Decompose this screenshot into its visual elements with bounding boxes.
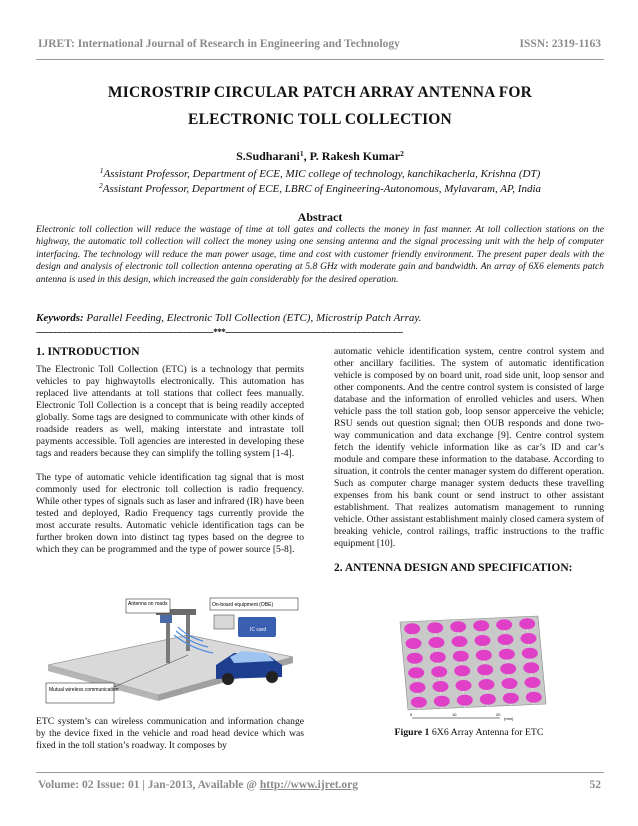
patch-element [521, 633, 537, 644]
right-column [334, 346, 604, 580]
author-separator: , [303, 149, 310, 163]
patch-element [457, 695, 473, 706]
etc-system-illustration [38, 595, 303, 710]
left-column [36, 346, 304, 568]
patch-element [450, 621, 466, 632]
section-separator: -----------------------------------------------------------------------***----------------------------------------------------------------------- [36, 327, 403, 337]
patch-element [430, 652, 446, 663]
patch-element [452, 636, 468, 647]
label-antenna: Antenna on roads [128, 601, 168, 607]
paper-title-line-2: ELECTRONIC TOLL COLLECTION [188, 111, 452, 128]
patch-element [526, 692, 542, 703]
footer-volume-text: Volume: 02 Issue: 01 | Jan-2013, Available @ [38, 779, 260, 791]
issn: ISSN: 2319-1163 [519, 38, 601, 50]
patch-element [477, 664, 493, 675]
patch-element [433, 681, 449, 692]
author-1-sup: 1 [299, 149, 304, 158]
scale-tick-0: 0 [410, 712, 413, 717]
figure-1-caption [334, 727, 604, 738]
scale-tick-20: 20 [496, 712, 501, 717]
patch-element [498, 634, 514, 645]
patch-element [429, 637, 445, 648]
keywords [36, 312, 604, 324]
patch-element [454, 665, 470, 676]
footer-rule [36, 772, 604, 773]
label-obe: On-board equipment (OBE) [212, 602, 274, 608]
footer-volume [38, 779, 358, 791]
patch-element [519, 618, 535, 629]
patch-element [453, 651, 469, 662]
patch-element [522, 648, 538, 659]
patch-element [523, 662, 539, 673]
patch-element [404, 623, 420, 634]
patch-element [407, 653, 423, 664]
patch-element [434, 696, 450, 707]
abstract-heading: Abstract [297, 210, 343, 224]
intro-paragraph-3: ETC system’s can wireless communication and information change by the device fixed in the vehicle and road head device which was fixed in the toll station’s roadway. It composes by [36, 716, 304, 751]
scale-unit: (mm) [504, 716, 514, 721]
substrate [400, 616, 546, 710]
header-rule [36, 59, 604, 60]
patch-element [502, 678, 518, 689]
label-mutual-wireless: Mutual wireless communication [49, 687, 119, 693]
patch-element [476, 650, 492, 661]
figure-1-label: Figure 1 [394, 727, 430, 738]
authors [36, 149, 604, 164]
intro-paragraph-2: The type of automatic vehicle identification tag signal that is most commonly used for electronic toll collection is radio frequency. While other types of signals such as laser and infrared (IR) have been tested and deployed, Radio Frequency tags currently provide the most accurate results. Automatic vehicle identification tags can be further broken down into distinct tag types based on the degree to which they can be programmed and the type of power source [5-8]. [36, 472, 304, 555]
affiliation-2-text: Assistant Professor, Department of ECE, LBRC of Engineering-Autonomous, Mylavaram, AP, India [102, 183, 541, 195]
patch-element [500, 663, 516, 674]
abstract-text: Electronic toll collection will reduce the wastage of time at toll gates and collects the money in fast manner. At toll collection stations on the highway, the automatic toll collection will collect the money using one sensing antenna and the signal processing unit with the help of computer interfacing. The technology will reduce the man power usage, time and cost with customer friendly environment. The present paper deals with the design and analysis of electronic toll collection antenna operating at 5.8 GHz with moderate gain and bandwidth. An array of 6X6 elements patch antenna is used in this design, which increased the gain considerably for the desired operation. [36, 225, 604, 285]
author-2: P. Rakesh Kumar [309, 149, 401, 163]
patch-element [496, 619, 512, 630]
patch-element [427, 622, 443, 633]
patch-array-figure [390, 612, 550, 724]
keywords-label: Keywords: [36, 312, 84, 324]
label-ic-card: IC card [250, 627, 267, 633]
patch-element [431, 666, 447, 677]
page-number: 52 [589, 779, 601, 791]
patch-element [480, 694, 496, 705]
left-column-continued [36, 716, 304, 764]
affiliation-1-text: Assistant Professor, Department of ECE, MIC college of technology, kanchikacherla, Krishna (DT) [103, 168, 541, 180]
affiliation-1-sup: 1 [99, 166, 104, 175]
figure-1-text: 6X6 Array Antenna for ETC [429, 727, 544, 738]
patch-element [499, 649, 515, 660]
author-1: S.Sudharani [236, 149, 300, 163]
patch-element [473, 620, 489, 631]
patch-element [408, 667, 424, 678]
affiliation-2 [36, 183, 604, 195]
patch-element [410, 682, 426, 693]
intro-paragraph-1: The Electronic Toll Collection (ETC) is a technology that permits vehicles to pay highwaytolls electronically. This automation has replaced live attendants at toll stations that collect fees manually. Electronic Toll Collection is a concept that is being readily accepted globally. Some tags are designed to communicate with other kinds of roadside readers as well, making interstate and intrastate toll payments accessible. Toll agencies are interested in developing these tags and readers because they can simplify the tolling system [1-4]. [36, 364, 304, 459]
right-paragraph-1: automatic vehicle identification system, centre control system and other ancillary facilities. The system of automatic identification vehicle is composed by on board unit, road side unit, loop sensor and other components. And the centre control system is consisted of large database and the information of enrolled vehicles and users. When vehicle pass the toll station gob, loop sensor apperceive the vehicle; RSU sends out question signal; then OUB responds and done two-way communication and data exchange [9]. Centre control system fetch the identify vehicle information like as car’s ID and car’s module and compare these information to the database. According to situation, it controls the center manager system do different operation. Such as computer charge manager system deducts these travelling expenses from his bank count or send instruct to other assistant establishment. That realizes automatism management to running vehicle. Other assistant establishment mainly closed camera system of breaking vehicle, control railings, traffic instructions to the traffic equipment [10]. [334, 346, 604, 549]
journal-name: IJRET: International Journal of Research in Engineering and Technology [38, 38, 400, 50]
scale-tick-10: 10 [452, 712, 457, 717]
patch-element [406, 638, 422, 649]
patch-element [525, 677, 541, 688]
affiliation-2-sup: 2 [99, 181, 103, 190]
patch-element [503, 693, 519, 704]
affiliation-1 [36, 168, 604, 180]
journal-link[interactable]: http://www.ijret.org [259, 779, 359, 791]
section-2-heading: 2. ANTENNA DESIGN AND SPECIFICATION: [334, 562, 573, 574]
keywords-text: Parallel Feeding, Electronic Toll Collection (ETC), Microstrip Patch Array. [83, 312, 422, 324]
patch-element [479, 679, 495, 690]
paper-title-line-1: MICROSTRIP CIRCULAR PATCH ARRAY ANTENNA FOR [107, 84, 533, 101]
patch-element [411, 697, 427, 708]
patch-element [456, 680, 472, 691]
section-1-heading: 1. INTRODUCTION [36, 346, 140, 358]
author-2-sup: 2 [400, 149, 404, 158]
patch-element [475, 635, 491, 646]
